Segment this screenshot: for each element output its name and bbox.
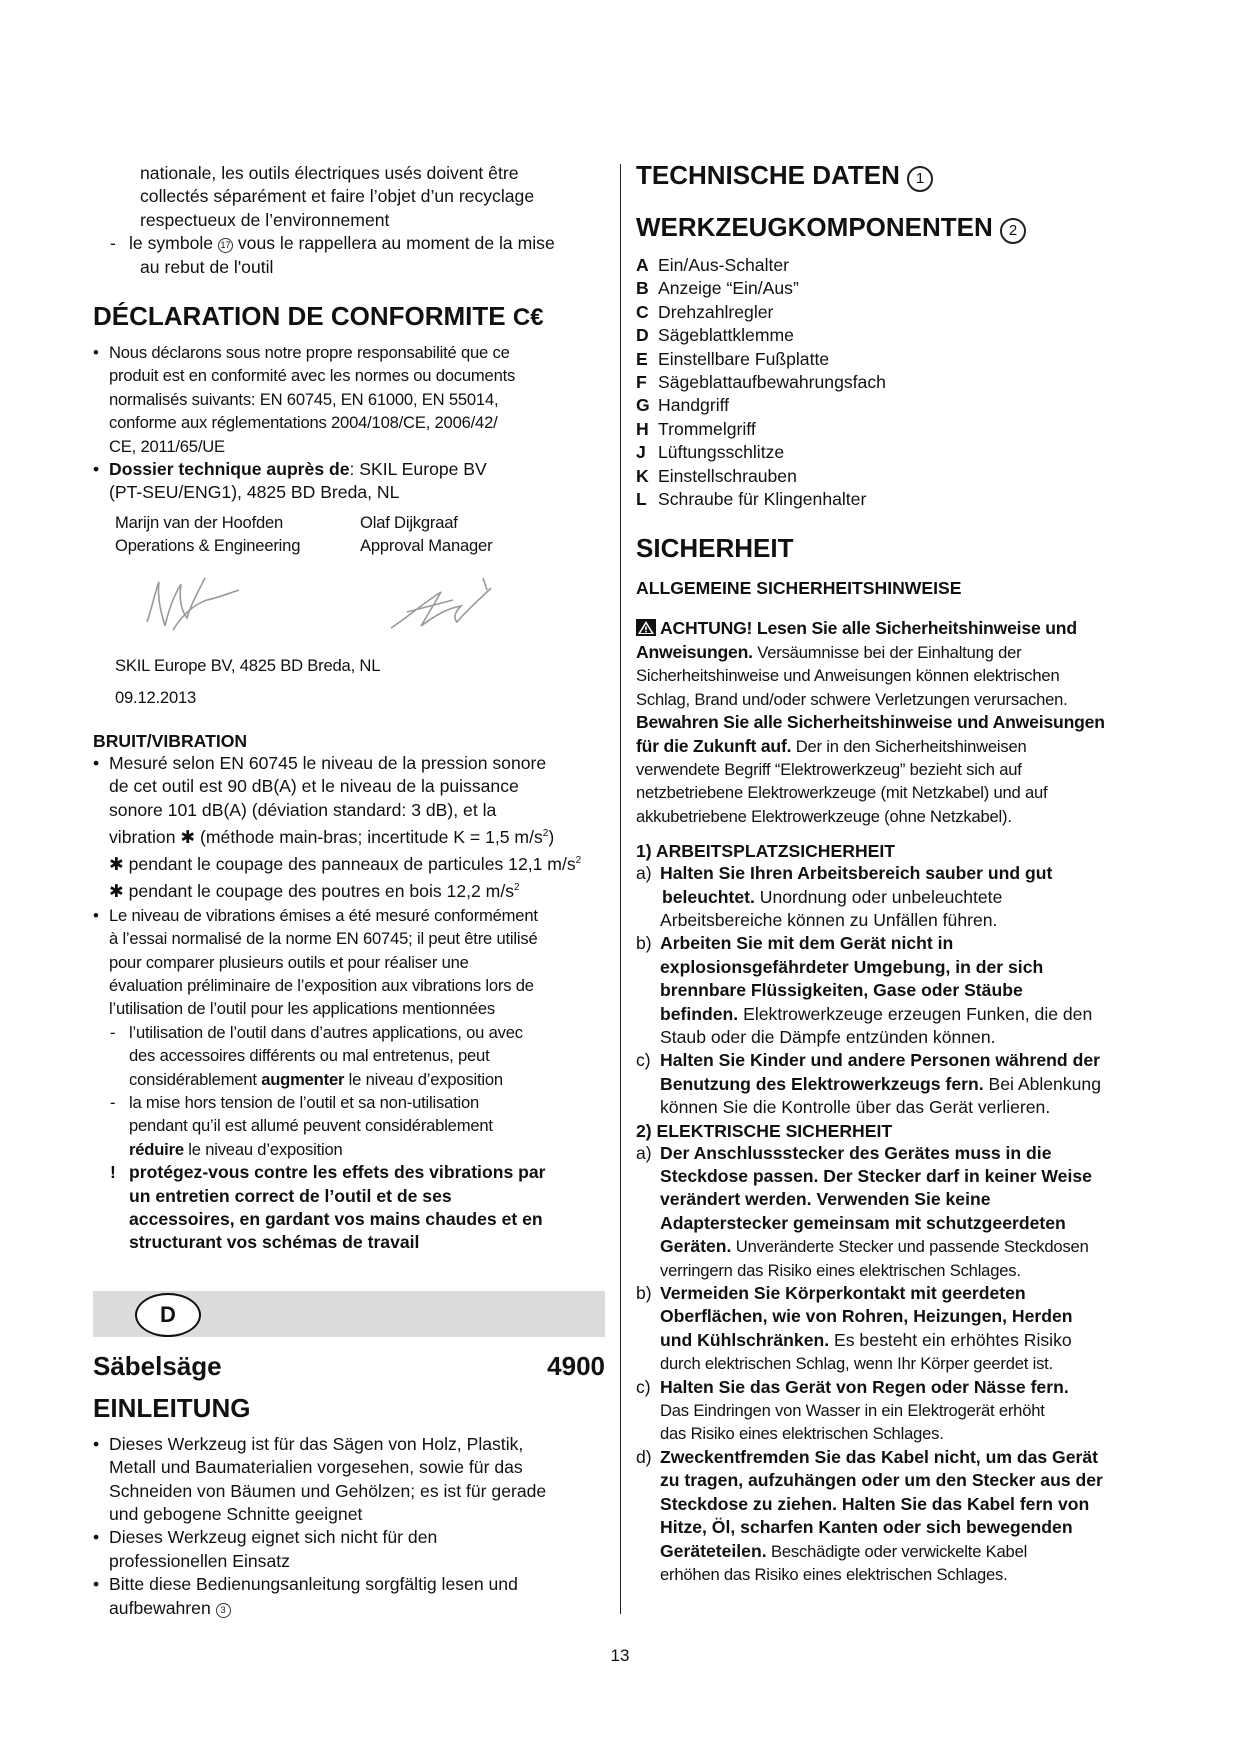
- signature-1-icon: [135, 564, 245, 644]
- electrical-safety-heading: 2) ELEKTRISCHE SICHERHEIT: [636, 1120, 893, 1141]
- conformity-statement: • Nous déclarons sous notre propre responsabilité que ce produit est en conformité avec les normes ou documents normalisés suivants: EN 60745, EN 61000, EN 55014, conforme aux réglementations 2004/108/CE, 2006/42/ CE, 2011/65/UE: [93, 341, 605, 458]
- noise-heading: BRUIT/VIBRATION: [93, 730, 248, 751]
- intro-bullet-1: • Dieses Werkzeug ist für das Sägen von Holz, Plastik, Metall und Baumaterialien vorgesehen, sowie für das Schneiden von Bäumen und Gehölzen; es ist für gerade und gebogene Schnitte geeignet: [93, 1433, 605, 1527]
- product-name: Säbelsäge: [93, 1350, 222, 1381]
- safety-heading: SICHERHEIT: [636, 533, 794, 564]
- vibration-increase: - l’utilisation de l’outil dans d’autres applications, ou avec des accessoires différents ou mal entretenus, peut considérablement augmenter le niveau d’exposition: [110, 1022, 523, 1089]
- rule-2c: c) Halten Sie das Gerät von Regen oder Nässe fern. Das Eindringen von Wasser in ein Elektrogerät erhöht das Risiko eines elektrischen Schlages.: [636, 1376, 1069, 1444]
- workplace-safety-heading: 1) ARBEITSPLATZSICHERHEIT: [636, 841, 896, 862]
- list-item: L Schraube für Klingenhalter: [636, 489, 867, 510]
- components-heading: WERKZEUGKOMPONENTEN 2: [636, 212, 1151, 244]
- ce-mark-icon: C€: [512, 304, 544, 332]
- signatories: Marijn van der Hoofden Operations & Engineering Olaf Dijkgraaf Approval Manager: [115, 512, 493, 556]
- rule-2a: a) Der Anschlussstecker des Gerätes muss in die Steckdose passen. Der Stecker darf in keiner Weise verändert werden. Verwenden Sie keine Adapterstecker gemeinsam mit schutzgeerdeten Geräten. Unveränderte Stecker und passende Steckdosen verringern das Risiko eines elektrischen Schlages.: [636, 1142, 1092, 1280]
- intro-heading: EINLEITUNG: [93, 1392, 251, 1423]
- callout-3-icon: 3: [216, 1603, 231, 1618]
- vibration-reduce: - la mise hors tension de l’outil et sa non-utilisation pendant qu’il est allumé peuvent considérablement réduire le niveau d’exposition: [110, 1092, 493, 1159]
- list-item: F Sägeblattaufbewahrungsfach: [636, 372, 886, 393]
- intro-bullet-3: • Bitte diese Bedienungsanleitung sorgfältig lesen und aufbewahren 3: [93, 1573, 605, 1620]
- product-title: [93, 1351, 605, 1381]
- rule-2d: d) Zweckentfremden Sie das Kabel nicht, um das Gerät zu tragen, aufzuhängen oder um den Stecker aus der Steckdose zu ziehen. Halten Sie das Kabel fern von Hitze, Öl, scharfen Kanten oder sich bewegenden Geräteteilen. Beschädigte oder verwickelte Kabel erhöhen das Risiko eines elektrischen Schlages.: [636, 1446, 1103, 1584]
- recycling-text: nationale, les outils électriques usés doivent être collectés séparément et faire l’objet d’un recyclage respectueux de l’environnement: [140, 163, 535, 230]
- conformity-heading: DÉCLARATION DE CONFORMITE C€: [93, 301, 544, 332]
- signature-2-icon: [383, 572, 503, 642]
- callout-1-icon: 1: [907, 166, 933, 192]
- general-safety-heading: ALLGEMEINE SICHERHEITSHINWEISE: [636, 578, 962, 599]
- list-item: J Lüftungsschlitze: [636, 442, 785, 463]
- list-item: H Trommelgriff: [636, 418, 756, 439]
- list-item: D Sägeblattklemme: [636, 325, 794, 346]
- left-column: nationale, les outils électriques usés doivent être collectés séparément et faire l’objet d’un recyclage respectueux de l’environnement - le symbole 17 vous le rappellera au moment de la mise au rebut de l'outil DÉCLARATION DE CONFORMITE C€ • Nous déclarons sous notre propre responsabilité que ce produit est en conformité avec les normes ou documents normalisés suivants: EN 60745, EN 61000, EN 55014, conforme aux réglementations 2004/108/CE, 2006/42/ CE, 2011/65/UE • Dossier technique auprès de: SKIL Europe BV (PT-SEU/ENG1), 4825 BD Breda, NL Marijn van der Hoofden Operations & Engineering Olaf Dijkgraaf Approval Manager SKIL Europe BV, 4825 BD Breda, NL 09.12.2013 BRUIT/VIBRATION • Mesuré selon EN 60745 le niveau de la pression sonore de cet outil est 90 dB(A) et le niveau de la puissance sonore 101 dB(A) (déviation standard: 3 dB), et la vibration ✱ (méthode main-bras; incertitude K = 1,5 $m/s^2$) ✱ pendant le coupage des panneaux de particules 12,1 $m/s^2$ ✱ pendant le coupage des poutres en bois 12,2 $m/s^2$ • Le niveau de vibrations émises a été mesuré conformément à l’essai normalisé de la norme EN 60745; il peut être utilisé pour comparer plusieurs outils et pour réaliser une évaluation préliminaire de l’exposition aux vibrations lors de l’utilisation de l’outil pour les applications mentionnées - l’utilisation de l’outil dans d’autres applications, ou avec des accessoires différents ou mal entretenus, peut considérablement augmenter le niveau d’exposition - la mise hors tension de l’outil et sa non-utilisation pendant qu’il est allumé peuvent considérablement réduire le niveau d’exposition ! protégez-vous contre les effets des vibrations par un entretien correct de l’outil et de ses accessoires, en gardant vos mains chaudes et en structurant vos schémas de travail D Säbelsäge 4900 EINLEITUNG • Dieses Werkzeug ist für das Sägen von Holz, Plastik, Metall und Baumaterialien vorgesehen, sowie für das Schneiden von Bäumen und Gehölzen; es ist für gerade und gebogene Schnitte geeignet • Dieses Werkzeug eignet sich nicht für den professionellen Einsatz • Bitte diese Bedienungsanleitung sorgfältig lesen und aufbewahren 3: [93, 162, 605, 1620]
- company-address: SKIL Europe BV, 4825 BD Breda, NL 09.12.2013: [115, 655, 381, 707]
- intro-bullet-2: • Dieses Werkzeug eignet sich nicht für den professionellen Einsatz: [93, 1526, 605, 1573]
- noise-values: • Mesuré selon EN 60745 le niveau de la pression sonore de cet outil est 90 dB(A) et le niveau de la puissance sonore 101 dB(A) (déviation standard: 3 dB), et la vibration ✱ (méthode main-bras; incertitude K = 1,5 $m/s^2$) ✱ pendant le coupage des panneaux de particules 12,1 $m/s^2$ ✱ pendant le coupage des poutres en bois 12,2 $m/s^2$: [93, 752, 605, 904]
- signature-area: [93, 558, 605, 650]
- rule-1b: b) Arbeiten Sie mit dem Gerät nicht in explosionsgefährdeter Umgebung, in der sich brennbare Flüssigkeiten, Gase oder Stäube befinden. Elektrowerkzeuge erzeugen Funken, die den Staub oder die Dämpfe entzünden können.: [636, 933, 1093, 1047]
- column-divider: [620, 164, 621, 1614]
- technical-dossier: • Dossier technique auprès de: SKIL Europe BV (PT-SEU/ENG1), 4825 BD Breda, NL: [93, 458, 605, 505]
- vibration-note: • Le niveau de vibrations émises a été mesuré conformément à l’essai normalisé de la norme EN 60745; il peut être utilisé pour comparer plusieurs outils et pour réaliser une évaluation préliminaire de l’exposition aux vibrations lors de l’utilisation de l’outil pour les applications mentionnées: [93, 904, 605, 1021]
- list-item: C Drehzahlregler: [636, 301, 774, 322]
- list-item: E Einstellbare Fußplatte: [636, 348, 830, 369]
- page-number: 13: [610, 1646, 630, 1665]
- tech-data-heading: TECHNISCHE DATEN 1: [636, 160, 1151, 192]
- language-band: [93, 1291, 605, 1337]
- components-list: [636, 254, 1151, 511]
- right-column: [636, 162, 1151, 1586]
- product-number: 4900: [547, 1350, 605, 1381]
- rule-1c: c) Halten Sie Kinder und andere Personen während der Benutzung des Elektrowerkzeugs fern. Bei Ablenkung können Sie die Kontrolle über das Gerät verlieren.: [636, 1050, 1101, 1118]
- warning-paragraph: ACHTUNG! Lesen Sie alle Sicherheitshinweise und Anweisungen. Versäumnisse bei der Einhaltung der Sicherheitshinweise und Anweisungen können elektrischen Schlag, Brand und/oder schwere Verletzungen verursachen. Bewahren Sie alle Sicherheitshinweise und Anweisungen für die Zukunft auf. Der in den Sicherheitshinweisen verwendete Begriff “Elektrowerkzeug” bezieht sich auf netzbetriebene Elektrowerkzeuge (mit Netzkabel) und auf akkubetriebene Elektrowerkzeuge (ohne Netzkabel).: [636, 618, 1105, 826]
- symbol-item: - le symbole 17 vous le rappellera au moment de la mise: [110, 233, 555, 254]
- list-item: G Handgriff: [636, 395, 730, 416]
- language-badge: D: [135, 1293, 201, 1337]
- rule-1a: a) Halten Sie Ihren Arbeitsbereich sauber und gut beleuchtet. Unordnung oder unbeleuchtete Arbeitsbereiche können zu Unfällen führen.: [636, 863, 1053, 930]
- callout-2-icon: 2: [1000, 218, 1026, 244]
- list-item: K Einstellschrauben: [636, 465, 797, 486]
- callout-17-icon: 17: [218, 238, 233, 253]
- rule-2b: b) Vermeiden Sie Körperkontakt mit geerdeten Oberflächen, wie von Rohren, Heizungen, Herden und Kühlschränken. Es besteht ein erhöhtes Risiko durch elektrischen Schlag, wenn Ihr Körper geerdet ist.: [636, 1283, 1073, 1374]
- list-item: A Ein/Aus-Schalter: [636, 255, 790, 275]
- vibration-protection-note: ! protégez-vous contre les effets des vibrations par un entretien correct de l’outil et de ses accessoires, en gardant vos mains chaudes et en structurant vos schémas de travail: [110, 1162, 546, 1253]
- warning-icon: [636, 619, 656, 636]
- list-item: B Anzeige “Ein/Aus”: [636, 278, 799, 299]
